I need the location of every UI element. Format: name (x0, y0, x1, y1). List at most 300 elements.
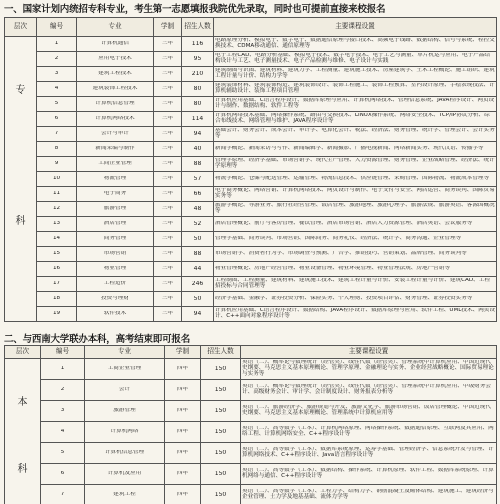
row-number (41, 422, 85, 443)
table-row (5, 112, 497, 127)
row-number (37, 202, 77, 217)
course-list-text: 管理学基础、商务谈判、市场营销、国际商务、商务礼仪、经济法、统计学、商务沟通、企业管理等 (215, 236, 462, 242)
row-number-text: 4 (54, 86, 59, 92)
table-row (5, 292, 497, 307)
major-name-text: 软件技术 (103, 311, 127, 317)
course-list-text: 工程制图、工程测量、建筑材料、建筑施工技术、建筑工程计量与计价、安装工程计量与计价、建筑CAD、工程招投标与合同管理等 (215, 278, 490, 289)
enroll-count (182, 292, 214, 307)
enroll-count (201, 422, 241, 443)
level-label: 科 (17, 464, 28, 476)
row-number-text: 12 (52, 206, 61, 212)
table-row (5, 127, 497, 142)
study-years-text: 三年 (161, 191, 174, 197)
course-list (214, 82, 497, 97)
row-number-text: 2 (54, 56, 59, 62)
row-number-text: 9 (54, 161, 59, 167)
course-list (241, 380, 497, 401)
study-years-text: 三年 (161, 146, 174, 152)
study-years-text: 三年 (161, 236, 174, 242)
study-years-text: 三年 (161, 41, 174, 47)
enroll-count (182, 277, 214, 292)
enroll-count (201, 380, 241, 401)
major-name-text: 计算机网络技术 (95, 116, 135, 122)
course-list-text: 物流学概论、仓储与配送管理、运输管理、物流信息技术、供应链管理、采购管理、国际物流、物流成本管理等 (215, 176, 490, 182)
course-list (214, 187, 497, 202)
row-number (37, 217, 77, 232)
row-number (41, 485, 85, 504)
study-years (165, 380, 201, 401)
row-number-text: 7 (54, 131, 59, 137)
table-row (5, 464, 497, 485)
major-name (77, 172, 154, 187)
enroll-count (182, 217, 214, 232)
course-list (214, 67, 497, 82)
major-name-text: 计算机及应用 (107, 471, 142, 477)
study-years (154, 187, 182, 202)
course-list-text: 建筑制图与识图、建筑材料、建筑力学、工程测量、建筑施工技术、房屋建筑学、土木工程概论、施工组织、建筑工程计量与计价、结构力学等 (215, 68, 495, 79)
row-number-text: 3 (54, 71, 59, 77)
study-years-text: 三年 (161, 176, 174, 182)
table-row (5, 443, 497, 464)
row-number (41, 380, 85, 401)
row-number (37, 232, 77, 247)
header-years: 学制 (154, 18, 182, 37)
major-name (85, 380, 165, 401)
enroll-count-text: 150 (214, 492, 227, 498)
level-label: 专 (15, 85, 26, 97)
enroll-count (182, 262, 214, 277)
enroll-count (182, 232, 214, 247)
row-number (41, 359, 85, 380)
major-name (85, 359, 165, 380)
study-years (154, 127, 182, 142)
specialty-table (4, 17, 497, 322)
study-years (154, 247, 182, 262)
course-list-text: 基础会计、财务会计、成本会计、审计学、电算化会计、税法、经济法、财务管理、统计学、管理会计、会计实务等 (215, 128, 495, 139)
study-years-text: 三年 (161, 221, 174, 227)
level-label: 科 (15, 215, 26, 227)
study-years (154, 97, 182, 112)
enroll-count-text: 114 (191, 116, 204, 122)
course-list-text: 经济学基础、金融学、证券投资分析、保险实务、个人理财、投资项目评估、财务管理、证券投资实务等 (215, 296, 473, 302)
study-years (154, 262, 182, 277)
row-number (41, 443, 85, 464)
course-list (214, 277, 497, 292)
major-name-text: 工程造价 (103, 281, 127, 287)
major-name-text: 会计 (118, 387, 131, 393)
course-list (214, 172, 497, 187)
major-name-text: 新闻采编与制作 (95, 146, 135, 152)
row-number (37, 307, 77, 322)
major-name-text: 电子商务 (103, 191, 127, 197)
study-years-text: 三年 (161, 56, 174, 62)
enroll-count-text: 94 (193, 311, 202, 317)
major-name-text: 旅游管理 (103, 206, 127, 212)
row-number-text: 8 (54, 146, 59, 152)
row-number-text: 17 (52, 281, 61, 287)
enroll-count-text: 52 (193, 221, 202, 227)
course-list-text: 英语（二）、高等数学（工本）、工程力学、结构力学、钢筋混凝土及砌体结构、建筑施工、建筑经济与企业管理、土力学及地基基础、流体力学等 (242, 489, 494, 500)
enroll-count-text: 150 (214, 429, 227, 435)
table-row (5, 67, 497, 82)
course-list-text: 建筑装饰材料、建筑装饰构造、建筑装饰设计、装饰工程施工、装饰工程预算、室内设计原理、手绘表现技法、计算机辅助设计、装饰工程项目管理 (215, 83, 495, 94)
row-number (37, 292, 77, 307)
course-list (241, 401, 497, 422)
row-number (37, 52, 77, 67)
course-list (214, 142, 497, 157)
section-2-title: 二、与西南大学联办本科，高考结束即可报名 (4, 334, 191, 345)
table-row (5, 485, 497, 504)
enroll-count-text: 210 (191, 71, 204, 77)
table-row (5, 401, 497, 422)
major-name (77, 187, 154, 202)
enroll-count-text: 40 (193, 146, 202, 152)
enroll-count-text: 94 (193, 131, 202, 137)
row-number (41, 464, 85, 485)
major-name-text: 建筑工程 (113, 492, 136, 498)
enroll-count-text: 50 (193, 236, 202, 242)
study-years (165, 359, 201, 380)
row-number (37, 37, 77, 52)
row-number-text: 3 (60, 408, 65, 414)
enroll-count (182, 97, 214, 112)
course-list (214, 52, 497, 67)
enroll-count (201, 359, 241, 380)
study-years-text: 三年 (161, 71, 174, 77)
enroll-count (201, 401, 241, 422)
row-number-text: 1 (54, 41, 59, 47)
study-years-text: 三年 (161, 296, 174, 302)
major-name (85, 485, 165, 504)
course-list-text: 电路原理分析、模拟电子、数字电子、数据通信原理与接口技术、高频电子线路、数据结构、信号与系统、程控交换技术、CDMA移动通信、通信原理等 (215, 38, 495, 49)
course-list (214, 307, 497, 322)
course-list-text: 管理学原理、经济学基础、市场营销学、现代生产管理、人力资源管理、财务管理、企业战略管理、经济法、统计学原理等 (215, 158, 495, 169)
enroll-count-text: 150 (214, 450, 227, 456)
enroll-count (201, 485, 241, 504)
table-header-row (5, 18, 497, 37)
course-list-text: 英语（二）、高等数学（工本）、数据结构、操作系统、计算机原理、软件工程、数据库系统原理、计算机网络与通信、C++程序设计等 (242, 468, 494, 479)
study-years (154, 217, 182, 232)
major-name (77, 37, 154, 52)
enroll-count (182, 307, 214, 322)
major-name (77, 157, 154, 172)
study-years-text: 三年 (161, 161, 174, 167)
study-years-text: 三年 (161, 251, 174, 257)
study-years (154, 202, 182, 217)
row-number-text: 2 (60, 387, 65, 393)
enroll-count-text: 88 (193, 161, 202, 167)
major-name-text: 旅游管理 (113, 408, 136, 414)
row-number (37, 82, 77, 97)
row-number (37, 187, 77, 202)
course-list (214, 157, 497, 172)
table-row (5, 380, 497, 401)
enroll-count-text: 116 (191, 41, 204, 47)
major-name (77, 217, 154, 232)
study-years (154, 307, 182, 322)
major-name (77, 277, 154, 292)
study-years (165, 485, 201, 504)
table-row (5, 172, 497, 187)
course-list (214, 217, 497, 232)
table-row (5, 82, 497, 97)
row-number-text: 10 (52, 176, 61, 182)
study-years-text: 四年 (176, 471, 189, 477)
enroll-count-text: 150 (214, 408, 227, 414)
study-years-text: 三年 (161, 266, 174, 272)
enroll-count-text: 57 (193, 176, 202, 182)
enroll-count-text: 66 (193, 191, 202, 197)
course-list-text: 市场营销学、消费者行为学、市场调查与预测、广告学、推销技巧、营销策划、品牌管理、商务谈判等 (215, 251, 467, 257)
major-name-text: 工商企业管理 (107, 366, 142, 372)
course-list (214, 232, 497, 247)
study-years (154, 172, 182, 187)
major-name (85, 422, 165, 443)
course-list-text: 英语（二）、概率论与数理统计（经管类）、线性代数（经管类）、管理系统中计算机应用、中级财务会计、高级财务会计、审计学、会计制度设计、财务报表分析等 (242, 384, 491, 395)
major-name (77, 67, 154, 82)
study-years (154, 142, 182, 157)
enroll-count-text: 150 (214, 471, 227, 477)
row-number-text: 7 (60, 492, 65, 498)
course-list (241, 464, 497, 485)
course-list (241, 359, 497, 380)
study-years (154, 277, 182, 292)
study-years (165, 401, 201, 422)
major-name-text: 酒店管理 (103, 221, 127, 227)
enroll-count (182, 142, 214, 157)
enroll-count-text: 246 (191, 281, 204, 287)
major-name (85, 443, 165, 464)
major-name (85, 401, 165, 422)
row-number-text: 18 (52, 296, 61, 302)
major-name-text: 物业管理 (103, 266, 127, 272)
row-number-text: 5 (60, 450, 65, 456)
major-name (77, 262, 154, 277)
study-years (165, 464, 201, 485)
major-name-text: 建筑装饰工程技术 (92, 86, 138, 92)
row-number-text: 11 (52, 191, 61, 197)
enroll-count-text: 48 (193, 206, 202, 212)
row-number-text: 4 (60, 429, 65, 435)
course-list (214, 97, 497, 112)
row-number-text: 6 (60, 471, 65, 477)
study-years-text: 四年 (176, 366, 189, 372)
study-years (154, 232, 182, 247)
course-list (214, 202, 497, 217)
course-list (214, 37, 497, 52)
major-name (85, 464, 165, 485)
enroll-count-text: 80 (193, 86, 202, 92)
study-years-text: 三年 (161, 101, 174, 107)
row-number (37, 67, 77, 82)
row-number (37, 277, 77, 292)
study-years-text: 三年 (161, 86, 174, 92)
table-row (5, 202, 497, 217)
major-name-text: 计算机网络 (110, 429, 139, 435)
course-list (241, 485, 497, 504)
header-level: 层次 (5, 18, 37, 37)
course-list (214, 292, 497, 307)
enroll-count (182, 127, 214, 142)
enroll-count-text: 80 (193, 101, 202, 107)
table-row (5, 97, 497, 112)
row-number (37, 262, 77, 277)
course-list-text: 英语（二）、旅游经济学、旅游规划与开发、旅游文化学、旅游市场营销、饭店管理概论、中国近现代史纲要、马克思主义基本原理概论、管理系统中计算机应用等 (242, 405, 491, 416)
course-list-text: 计算机网络技术基础、网络操作系统、路由与交换技术、LINUX操作系统、网络安全技术、TCP/IP协议分析、综合布线技术、网络管理与维护、JAVA程序设计等 (215, 113, 490, 124)
enroll-count (182, 52, 214, 67)
enroll-count (182, 187, 214, 202)
study-years-text: 四年 (176, 408, 189, 414)
major-name (77, 112, 154, 127)
course-list-text: 英语（二）、概率论与数理统计（经管类）、线性代数（经管类）、管理系统中计算机应用、中国近现代史纲要、马克思主义基本原理概论、管理学原理、金融理论与实务、企业经营战略概论、国际贸易理论与实务等 (242, 360, 494, 377)
enroll-count-text: 50 (193, 296, 202, 302)
table-row (5, 422, 497, 443)
study-years (154, 157, 182, 172)
row-number (37, 157, 77, 172)
row-number (41, 401, 85, 422)
major-name (77, 247, 154, 262)
major-name-text: 工商企业管理 (98, 161, 132, 167)
row-number-text: 1 (60, 366, 65, 372)
enroll-count (182, 202, 214, 217)
level-label: 本 (17, 396, 28, 408)
table-row (5, 247, 497, 262)
study-years (154, 37, 182, 52)
course-list-text: 计算机应用基础、C语言程序设计、数据库原理与应用、计算机网络技术、管理信息系统、JAVA程序设计、网页设计与制作、数据结构、软件工程等 (215, 98, 495, 109)
enroll-count (201, 464, 241, 485)
study-years-text: 三年 (161, 281, 174, 287)
table-row (5, 307, 497, 322)
level-cell (5, 37, 37, 322)
row-number (37, 247, 77, 262)
major-name (77, 142, 154, 157)
study-years-text: 四年 (176, 492, 189, 498)
enroll-count-text: 44 (193, 266, 202, 272)
table-row (5, 232, 497, 247)
header-level: 层次 (5, 346, 41, 359)
study-years (154, 112, 182, 127)
course-list-text: 酒店管理概论、前厅与客房管理、餐饮管理、酒店市场营销、酒店人力资源管理、酒店英语、会议服务等 (215, 221, 473, 227)
study-years (154, 52, 182, 67)
major-name-text: 投资与理财 (101, 296, 129, 302)
section-1-title: 一、国家计划内统招专科专业，考生第一志愿填报我院优先录取，同时也可提前直接来校报名 (4, 4, 386, 15)
header-years: 学制 (165, 346, 201, 359)
header-major: 专业 (77, 18, 154, 37)
course-list-text: 英语（二）、高等数学（工本）、数据库系统原理、运筹学基础、管理经济学、信息系统开发与管理、计算机网络技术、C++程序设计、Java语言程序设计等 (242, 447, 494, 458)
enroll-count (182, 157, 214, 172)
study-years-text: 四年 (176, 387, 189, 393)
row-number (37, 97, 77, 112)
major-name (77, 292, 154, 307)
major-name (77, 97, 154, 112)
major-name-text: 会计与审计 (101, 131, 129, 137)
course-list-text: 电子工程CAD、电路分析基础、模拟电子技术、数字电子技术、电子工艺与测量、单片机运与应用、电子产品结构设计与工艺、电子测量技术、电子产品检测与维修、电子设计与实践 (215, 53, 490, 64)
major-name (77, 307, 154, 322)
row-number (37, 142, 77, 157)
major-name-text: 计算机信息管理 (104, 450, 145, 456)
course-list-text: 计算机应用基础、C语言程序设计、数据结构、JAVA程序设计、数据库原理与应用、软件工程、UML技术、网页设计、C++面向对象程序设计等 (215, 308, 495, 319)
table-header-row (5, 346, 497, 359)
table-row (5, 187, 497, 202)
enroll-count (182, 37, 214, 52)
table-row (5, 142, 497, 157)
major-name-text: 物流管理 (103, 176, 127, 182)
header-count: 招生人数 (201, 346, 241, 359)
enroll-count (182, 67, 214, 82)
enroll-count (182, 112, 214, 127)
enroll-count-text: 150 (214, 366, 227, 372)
major-name-text: 计算机信息管理 (95, 101, 135, 107)
row-number (37, 127, 77, 142)
row-number-text: 19 (52, 311, 61, 317)
enroll-count-text: 95 (193, 56, 202, 62)
header-courses: 主要课程设置 (214, 18, 497, 37)
table-row (5, 359, 497, 380)
study-years (154, 82, 182, 97)
course-list (214, 262, 497, 277)
header-no: 编号 (41, 346, 85, 359)
header-major: 专业 (85, 346, 165, 359)
enroll-count (182, 172, 214, 187)
header-courses: 主要课程设置 (241, 346, 497, 359)
level-cell (5, 359, 41, 504)
course-list (214, 127, 497, 142)
course-list-text: 电子商务概论、网络营销、计算机网络技术、网页设计与制作、电子支付与安全、网店运营、商务谈判、国际贸易实务等 (215, 188, 495, 199)
enroll-count (182, 247, 214, 262)
enroll-count (182, 82, 214, 97)
row-number-text: 16 (52, 266, 61, 272)
undergrad-table (4, 345, 497, 504)
row-number-text: 6 (54, 116, 59, 122)
row-number-text: 5 (54, 101, 59, 107)
major-name-text: 建筑工程技术 (98, 71, 132, 77)
major-name-text: 应用电子技术 (98, 56, 132, 62)
enroll-count-text: 88 (193, 251, 202, 257)
enroll-count (201, 443, 241, 464)
course-list-text: 新闻学概论、新闻采访与写作、新闻编辑学、新闻摄影、广播电视新闻、网络新闻实务、现代汉语、传播学等 (215, 146, 484, 152)
study-years-text: 三年 (161, 206, 174, 212)
table-row (5, 37, 497, 52)
study-years-text: 四年 (176, 450, 189, 456)
major-name (77, 52, 154, 67)
study-years (165, 422, 201, 443)
table-row (5, 157, 497, 172)
row-number-text: 13 (52, 221, 61, 227)
course-list (214, 112, 497, 127)
course-list-text: 旅游学概论、导游业务、旅行社经营管理、饭店管理、旅游地理、旅游心理学、旅游法规、旅游英语、客源国概况等 (215, 203, 495, 214)
major-name (77, 82, 154, 97)
major-name-text: 计算机通信 (101, 41, 129, 47)
course-list-text: 物业管理概论、房地产经营管理、物业设备管理、物业环境管理、物业管理法规、房地产营销等 (215, 266, 450, 272)
table-row (5, 277, 497, 292)
course-list-text: 英语（二）、高等数学（工本）、计算机网络原理、网络操作系统、数据通信原理、互联网及其应用、网络工程、计算机网络安全、C++程序设计等 (242, 426, 494, 437)
study-years-text: 三年 (161, 116, 174, 122)
major-name (77, 232, 154, 247)
major-name-text: 商务管理 (103, 236, 127, 242)
table-row (5, 262, 497, 277)
major-name (77, 127, 154, 142)
header-no: 编号 (37, 18, 77, 37)
course-list (241, 443, 497, 464)
course-list (214, 247, 497, 262)
row-number (37, 172, 77, 187)
major-name-text: 市场营销 (103, 251, 127, 257)
study-years-text: 三年 (161, 311, 174, 317)
course-list (241, 422, 497, 443)
study-years (165, 443, 201, 464)
row-number-text: 14 (52, 236, 61, 242)
study-years-text: 四年 (176, 429, 189, 435)
